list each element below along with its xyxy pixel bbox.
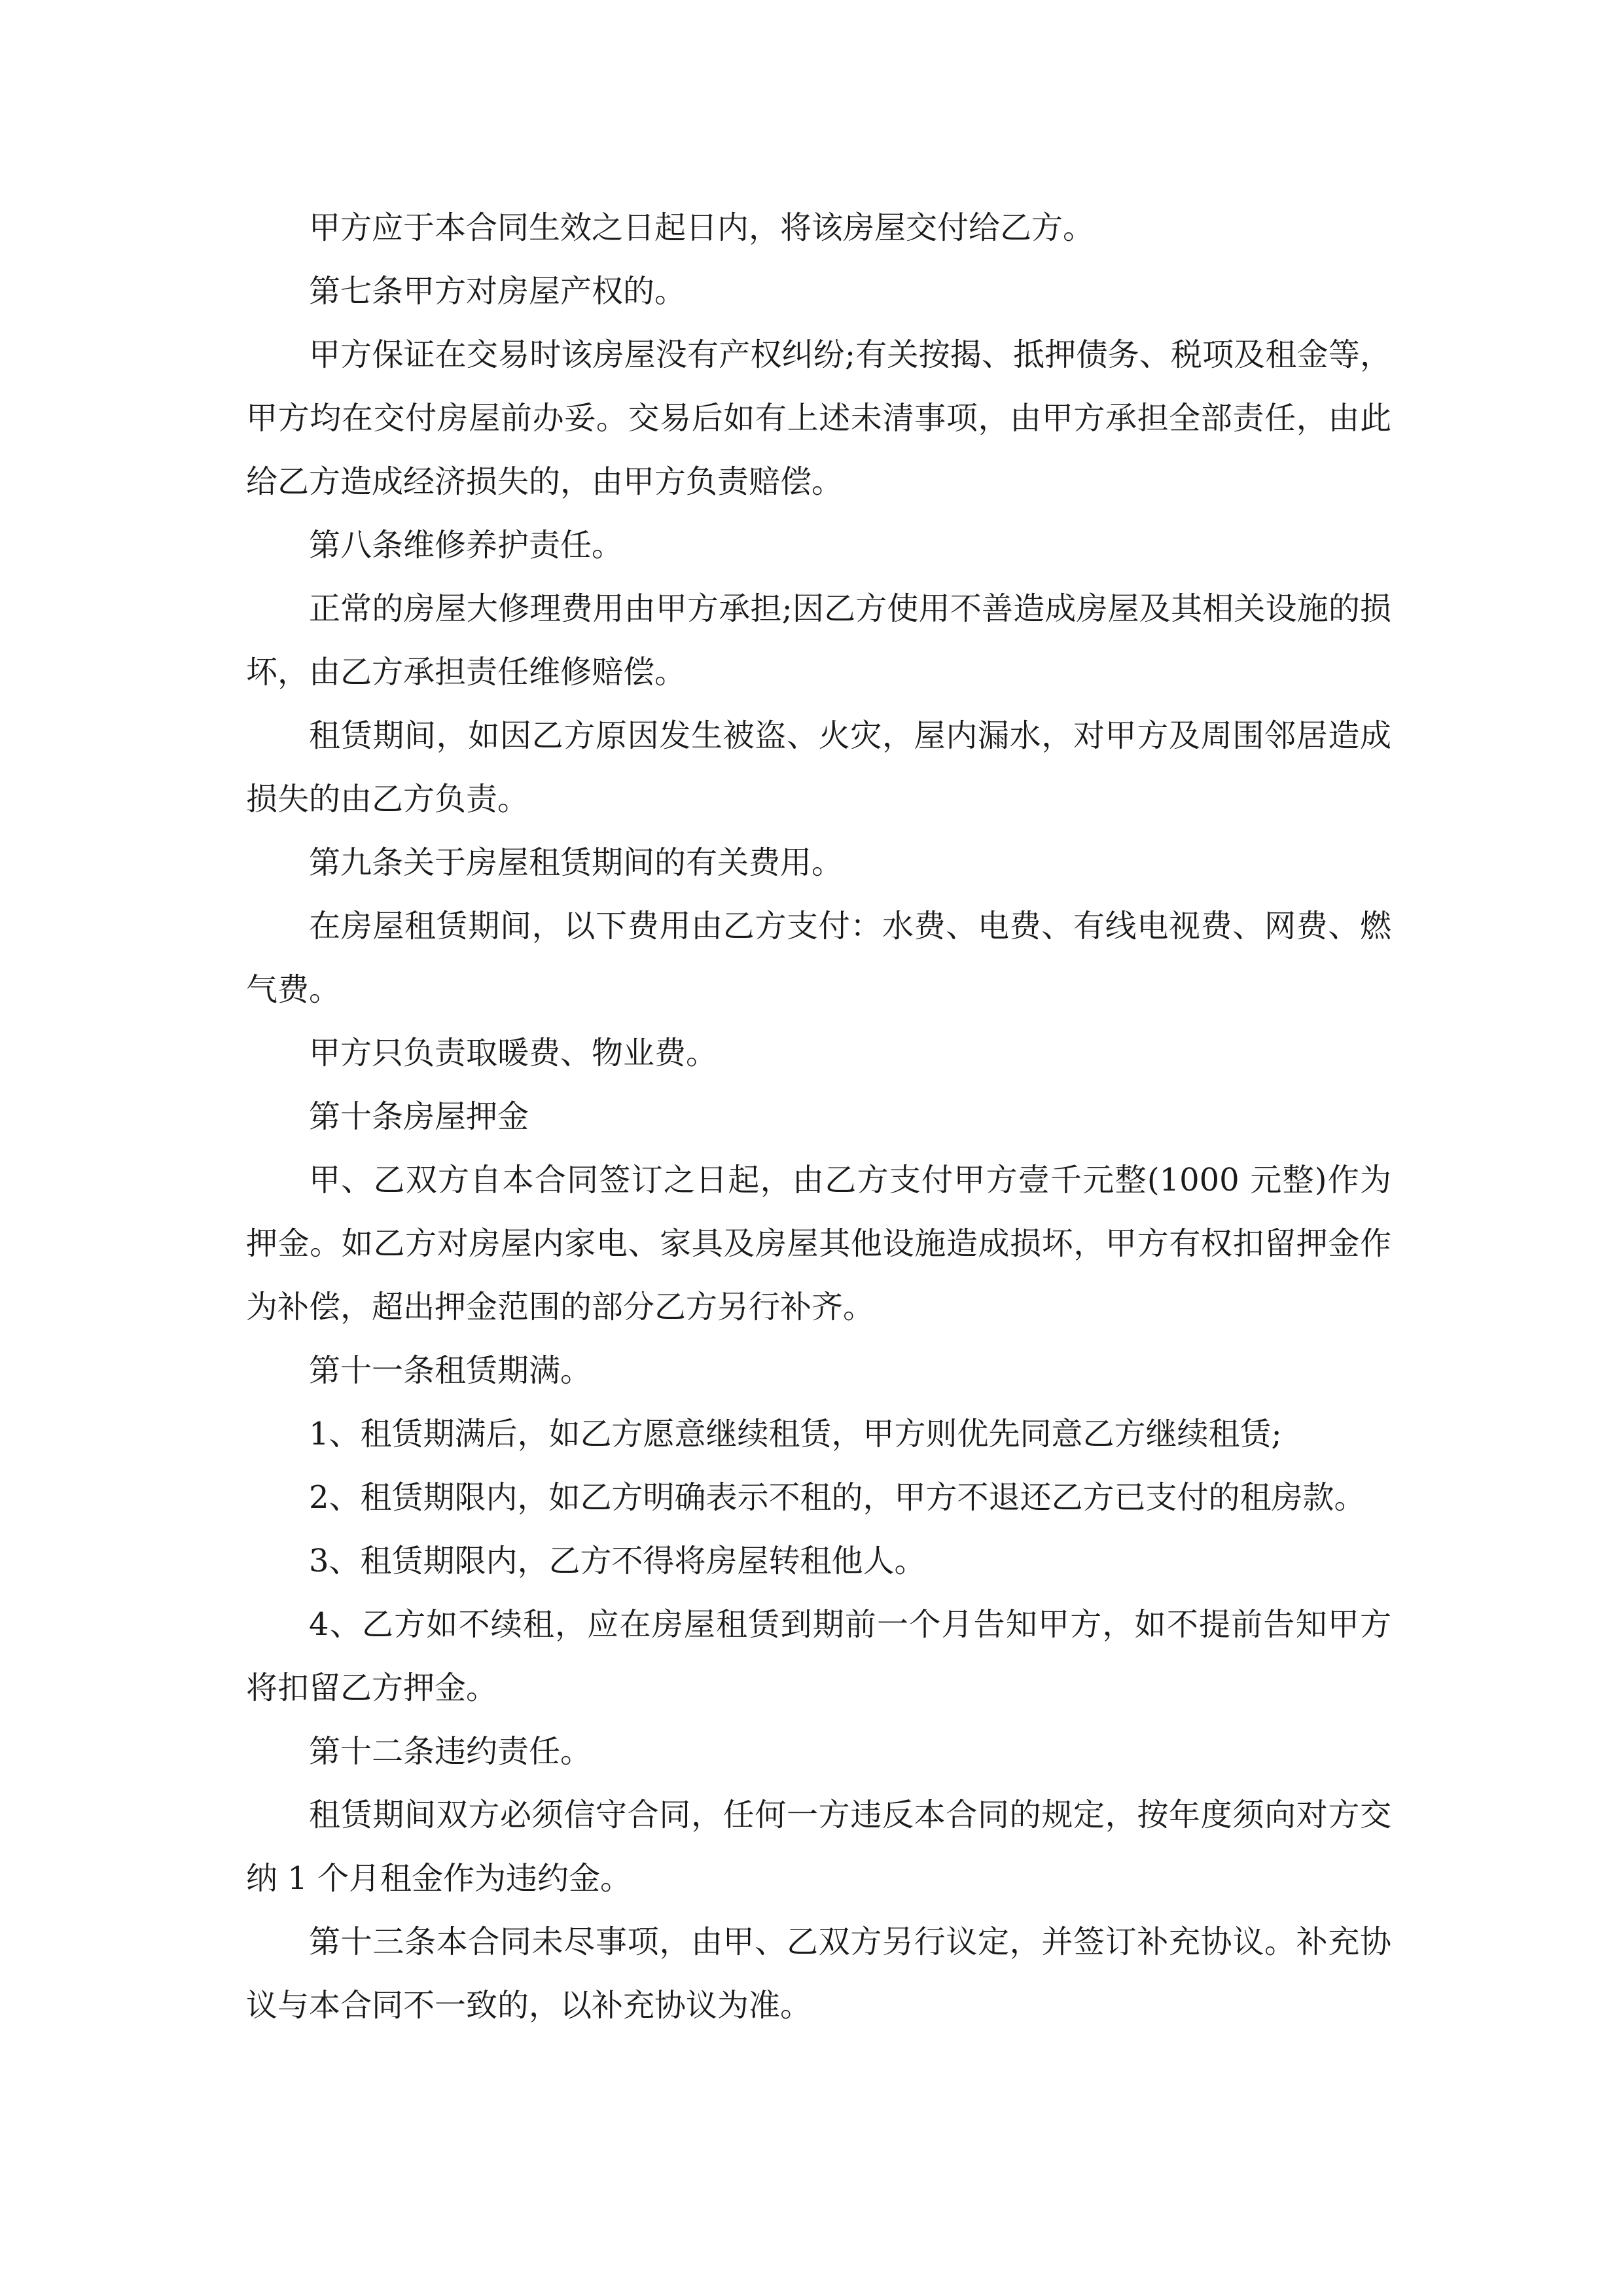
paragraph-tenant-fees: 在房屋租赁期间，以下费用由乙方支付：水费、电费、有线电视费、网费、燃气费。: [246, 908, 1391, 1008]
list-item-renewal-priority: 1、租赁期满后，如乙方愿意继续租赁，甲方则优先同意乙方继续租赁;: [309, 1416, 1282, 1452]
paragraph-delivery: 甲方应于本合同生效之日起日内，将该房屋交付给乙方。: [309, 209, 1095, 246]
paragraph-deposit: 甲、乙双方自本合同签订之日起，由乙方支付甲方壹千元整(1000 元整)作为押金。如乙方对房屋内家电、家具及房屋其他设施造成损坏，甲方有权扣留押金作为补偿，超出押金范围的部分乙方另行补齐。: [246, 1162, 1391, 1325]
heading-article-7: 第七条甲方对房屋产权的。: [309, 273, 687, 310]
heading-article-9: 第九条关于房屋租赁期间的有关费用。: [309, 844, 844, 881]
list-item-early-termination: 2、租赁期限内，如乙方明确表示不租的，甲方不退还乙方已支付的租房款。: [309, 1479, 1366, 1516]
paragraph-repair-costs: 正常的房屋大修理费用由甲方承担;因乙方使用不善造成房屋及其相关设施的损坏，由乙方承担责任维修赔偿。: [246, 590, 1391, 691]
heading-article-10: 第十条房屋押金: [309, 1098, 529, 1135]
paragraph-lease-damage: 租赁期间，如因乙方原因发生被盗、火灾，屋内漏水，对甲方及周围邻居造成损失的由乙方负责。: [246, 717, 1391, 817]
heading-article-12: 第十二条违约责任。: [309, 1733, 592, 1770]
paragraph-property-rights: 甲方保证在交易时该房屋没有产权纠纷;有关按揭、抵押债务、税项及租金等，甲方均在交付房屋前办妥。交易后如有上述未清事项，由甲方承担全部责任，由此给乙方造成经济损失的，由甲方负责赔偿。: [246, 336, 1391, 500]
paragraph-article-13: 第十三条本合同未尽事项，由甲、乙双方另行议定，并签订补充协议。补充协议与本合同不一致的，以补充协议为准。: [246, 1924, 1391, 2024]
document-body: [246, 196, 1391, 2037]
paragraph-breach: 租赁期间双方必须信守合同，任何一方违反本合同的规定，按年度须向对方交纳 1 个月租金作为违约金。: [246, 1797, 1391, 1897]
heading-article-8: 第八条维修养护责任。: [309, 527, 624, 564]
list-item-no-sublet: 3、租赁期限内，乙方不得将房屋转租他人。: [309, 1543, 926, 1579]
paragraph-landlord-fees: 甲方只负责取暖费、物业费。: [309, 1035, 718, 1071]
heading-article-11: 第十一条租赁期满。: [309, 1352, 592, 1389]
list-item-notice: 4、乙方如不续租，应在房屋租赁到期前一个月告知甲方，如不提前告知甲方将扣留乙方押金。: [246, 1606, 1391, 1706]
